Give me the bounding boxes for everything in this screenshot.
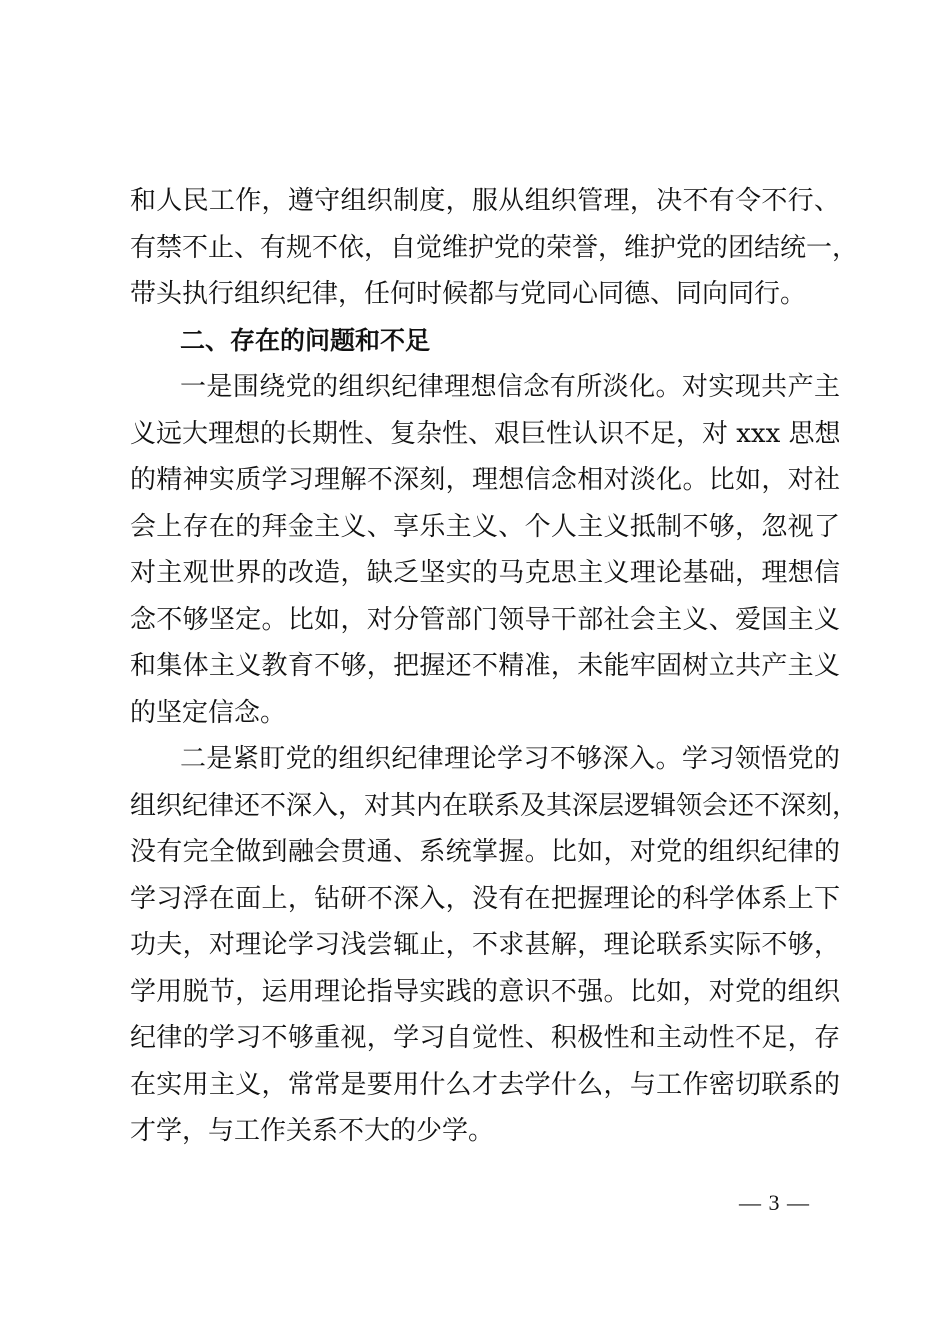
- paragraph-line: 功夫，对理论学习浅尝辄止，不求甚解，理论联系实际不够，: [130, 930, 840, 960]
- paragraph-line: 纪律的学习不够重视，学习自觉性、积极性和主动性不足，存: [130, 1023, 840, 1053]
- paragraph-line: 义远大理想的长期性、复杂性、艰巨性认识不足，对 xxx 思想: [130, 418, 841, 449]
- paragraph-line: 对主观世界的改造，缺乏坚实的马克思主义理论基础，理想信: [130, 558, 840, 588]
- paragraph-line: 和集体主义教育不够，把握还不精准，未能牢固树立共产主义: [130, 651, 840, 681]
- paragraph-line: 念不够坚定。比如，对分管部门领导干部社会主义、爱国主义: [130, 604, 840, 635]
- paragraph-line: 会上存在的拜金主义、享乐主义、个人主义抵制不够，忽视了: [130, 511, 840, 542]
- paragraph-line: 才学，与工作关系不大的少学。: [130, 1116, 495, 1146]
- page-number: — 3 —: [739, 1190, 810, 1215]
- paragraph-line: 和人民工作，遵守组织制度，服从组织管理，决不有令不行、: [130, 186, 840, 216]
- paragraph-line: 没有完全做到融会贯通、系统掌握。比如，对党的组织纪律的: [130, 837, 840, 867]
- paragraph-line: 组织纪律还不深入，对其内在联系及其深层逻辑领会还不深刻，: [130, 790, 859, 821]
- paragraph-line: 一是围绕党的组织纪律理想信念有所淡化。对实现共产主: [180, 372, 840, 402]
- paragraph-line: 学习浮在面上，钻研不深入，没有在把握理论的科学体系上下: [130, 883, 840, 914]
- paragraph-line: 的精神实质学习理解不深刻，理想信念相对淡化。比如，对社: [130, 465, 840, 495]
- paragraph-line: 二是紧盯党的组织纪律理论学习不够深入。学习领悟党的: [180, 744, 840, 774]
- paragraph-line: 带头执行组织纪律，任何时候都与党同心同德、同向同行。: [130, 279, 807, 309]
- paragraph-line: 学用脱节，运用理论指导实践的意识不强。比如，对党的组织: [130, 976, 840, 1007]
- document-body: [130, 178, 859, 1155]
- paragraph-line: 有禁不止、有规不依，自觉维护党的荣誉，维护党的团结统一，: [130, 232, 859, 263]
- paragraph-line: 的坚定信念。: [130, 697, 287, 728]
- section-heading: 二、存在的问题和不足: [180, 325, 431, 355]
- paragraph-line: 在实用主义，常常是要用什么才去学什么，与工作密切联系的: [130, 1069, 840, 1100]
